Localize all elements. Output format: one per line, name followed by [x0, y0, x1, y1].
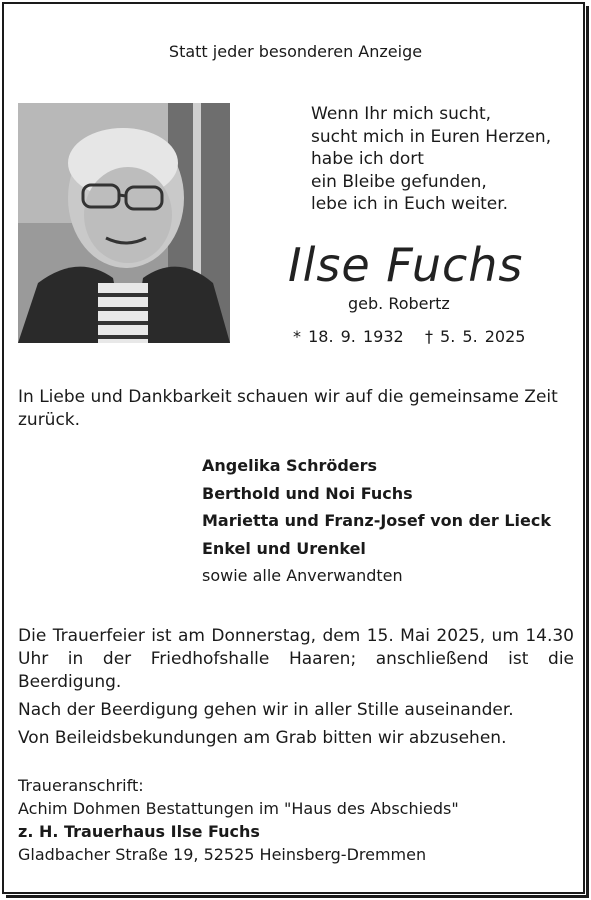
mourner-name: Berthold und Noi Fuchs	[202, 483, 413, 503]
poem	[311, 103, 551, 216]
mourners-list	[202, 452, 551, 590]
service-paragraph: Von Beileidsbekundungen am Grab bitten wir abzusehen.	[18, 728, 507, 748]
service-details	[18, 625, 574, 755]
address-line: Gladbacher Straße 19, 52525 Heinsberg-Dremmen	[18, 845, 427, 864]
deceased-name: Ilse Fuchs	[288, 238, 524, 292]
poem-line: Wenn Ihr mich sucht,	[311, 104, 492, 124]
poem-line: lebe ich in Euch weiter.	[311, 194, 509, 214]
mourning-address	[18, 774, 459, 866]
mourner-name: Enkel und Urenkel	[202, 538, 366, 558]
mourner-name: Angelika Schröders	[202, 456, 378, 475]
poem-line: habe ich dort	[311, 149, 424, 169]
address-line: z. H. Trauerhaus Ilse Fuchs	[18, 822, 260, 841]
address-label: Traueranschrift:	[18, 776, 144, 795]
intro-text: In Liebe und Dankbarkeit schauen wir auf die gemeinsame Zeit zurück.	[18, 387, 558, 430]
service-paragraph: Die Trauerfeier ist am Donnerstag, dem 15. Mai 2025, um 14.30 Uhr in der Friedhofshalle Haaren; anschließend ist die Beerdigung.	[18, 626, 574, 692]
birth-name: geb. Robertz	[348, 294, 450, 313]
address-line: Achim Dohmen Bestattungen im "Haus des Abschieds"	[18, 799, 459, 818]
header-notice: Statt jeder besonderen Anzeige	[168, 42, 423, 61]
poem-line: sucht mich in Euren Herzen,	[311, 126, 552, 147]
mourner-name: Marietta und Franz-Josef von der Lieck	[202, 511, 552, 530]
poem-line: ein Bleibe gefunden,	[311, 171, 487, 192]
service-paragraph: Nach der Beerdigung gehen wir in aller Stille auseinander.	[18, 700, 514, 720]
mourners-closing: sowie alle Anverwandten	[202, 566, 403, 585]
life-dates: * 18. 9. 1932 † 5. 5. 2025	[293, 327, 526, 346]
portrait-photo	[18, 103, 230, 343]
